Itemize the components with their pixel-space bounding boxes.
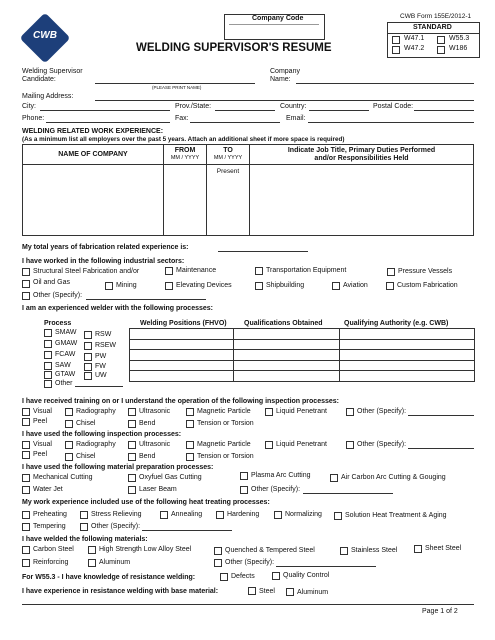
mining-label: Mining <box>116 282 137 289</box>
form-number: CWB Form 155E/2012-1 <box>400 13 472 20</box>
uw-checkbox[interactable] <box>84 372 92 380</box>
mailing-address-label: Mailing Address: <box>22 93 74 100</box>
qt-steel-checkbox[interactable] <box>214 547 222 555</box>
uw-label: UW <box>95 372 107 379</box>
col-positions: Welding Positions (FHVO) <box>140 320 227 327</box>
insp-radiography-checkbox[interactable] <box>65 408 73 416</box>
annealing-label: Annealing <box>171 511 203 518</box>
insp-tension-checkbox[interactable] <box>186 420 194 428</box>
insp-other-checkbox[interactable] <box>346 408 354 416</box>
insp-tension-label: Tension or Torsion <box>197 420 254 427</box>
gtaw-checkbox[interactable] <box>44 371 52 379</box>
process-grid[interactable] <box>129 328 475 382</box>
shipbuilding-label: Shipbuilding <box>266 282 305 289</box>
defects-checkbox[interactable] <box>220 573 228 581</box>
footer-rule <box>22 604 474 605</box>
experience-note: (As a minimum list all employers over the past 5 years. Attach an additional sheet if more space is required) <box>22 136 345 143</box>
w47-2-checkbox[interactable] <box>392 46 400 54</box>
phone-field[interactable] <box>46 122 170 123</box>
mining-checkbox[interactable] <box>105 282 113 290</box>
materials-title: I have welded the following materials: <box>22 536 148 543</box>
carbon-arc-checkbox[interactable] <box>330 474 338 482</box>
candidate-label: Candidate: <box>22 76 56 83</box>
insp-chisel-label: Chisel <box>76 420 96 427</box>
fax-field[interactable] <box>190 122 280 123</box>
email-field[interactable] <box>308 122 474 123</box>
sheet-steel-checkbox[interactable] <box>414 545 422 553</box>
preheating-label: Preheating <box>33 511 67 518</box>
w47-1-checkbox[interactable] <box>392 36 400 44</box>
defects-label: Defects <box>231 573 255 580</box>
postal-code-label: Postal Code: <box>373 103 414 110</box>
rsw-label: RSW <box>95 331 112 338</box>
quality-control-label: Quality Control <box>283 572 330 579</box>
material-other-checkbox[interactable] <box>214 559 222 567</box>
inspection-title: I have received training on or I understand the operation of the following inspection processes: <box>22 398 339 405</box>
from-cell[interactable] <box>164 165 207 236</box>
standard-divider <box>387 33 479 34</box>
pw-checkbox[interactable] <box>84 353 92 361</box>
plasma-checkbox[interactable] <box>240 472 248 480</box>
from-format: MM / YYYY <box>170 155 200 161</box>
used-ultrasonic-label: Ultrasonic <box>139 441 171 448</box>
insp-bend-label: Bend <box>139 420 156 427</box>
company-code-divider <box>229 24 319 25</box>
supervisor-label: Welding Supervisor <box>22 68 83 75</box>
prep-other-checkbox[interactable] <box>240 486 248 494</box>
w47-1-label: W47.1 <box>404 35 425 42</box>
sectors-title: I have worked in the following industrial sectors: <box>22 258 185 265</box>
used-bend-label: Bend <box>139 453 156 460</box>
prov-label: Prov./State: <box>175 103 212 110</box>
material-other-field[interactable] <box>276 566 376 567</box>
heat-other-checkbox[interactable] <box>80 523 88 531</box>
material-other-label: Other (Specify): <box>225 559 275 566</box>
water-jet-checkbox[interactable] <box>22 486 30 494</box>
insp-magnetic-label: Magnetic Particle <box>197 408 251 415</box>
col-duties-line2: and/or Responsibilities Held <box>314 154 409 162</box>
insp-ultrasonic-checkbox[interactable] <box>128 408 136 416</box>
rsw-checkbox[interactable] <box>84 331 92 339</box>
insp-visual-checkbox[interactable] <box>22 408 30 416</box>
used-peel-checkbox[interactable] <box>22 451 30 459</box>
col-to: TO <box>223 147 233 154</box>
pw-label: PW <box>95 353 107 360</box>
base-aluminum-label: Aluminum <box>297 589 329 596</box>
base-steel-checkbox[interactable] <box>248 587 256 595</box>
used-tension-label: Tension or Torsion <box>197 453 254 460</box>
custom-fabrication-checkbox[interactable] <box>386 282 394 290</box>
hardening-checkbox[interactable] <box>216 511 224 519</box>
aluminum-label: Aluminum <box>99 559 131 566</box>
email-label: Email: <box>286 115 306 122</box>
years-field[interactable] <box>218 251 308 252</box>
city-label: City: <box>22 103 36 110</box>
present-label: Present <box>216 168 240 175</box>
reinforcing-label: Reinforcing <box>33 559 69 566</box>
postal-code-field[interactable] <box>414 110 474 111</box>
sector-other-field[interactable] <box>86 299 206 300</box>
normalizing-label: Normalizing <box>285 511 322 518</box>
duties-cell[interactable] <box>250 165 474 236</box>
used-penetrant-label: Liquid Penetrant <box>276 441 327 448</box>
stress-relieving-label: Stress Relieving <box>91 511 142 518</box>
company-cell[interactable] <box>23 165 164 236</box>
hsla-checkbox[interactable] <box>88 546 96 554</box>
preheating-checkbox[interactable] <box>22 511 30 519</box>
carbon-steel-label: Carbon Steel <box>33 546 74 553</box>
standard-label: STANDARD <box>413 24 452 31</box>
used-magnetic-label: Magnetic Particle <box>197 441 251 448</box>
cwb-logo-text: CWB <box>33 30 57 41</box>
used-ultrasonic-checkbox[interactable] <box>128 441 136 449</box>
used-inspection-title: I have used the following inspection processes: <box>22 431 182 438</box>
country-label: Country: <box>280 103 307 110</box>
insp-radiography-label: Radiography <box>76 408 116 415</box>
elevating-devices-label: Elevating Devices <box>176 282 232 289</box>
base-material-label: I have experience in resistance welding with base material: <box>22 588 219 595</box>
saw-label: SAW <box>55 362 71 369</box>
oxyfuel-label: Oxyfuel Gas Cutting <box>139 474 202 481</box>
insp-magnetic-checkbox[interactable] <box>186 408 194 416</box>
pressure-vessels-label: Pressure Vessels <box>398 268 453 275</box>
city-field[interactable] <box>40 110 170 111</box>
oil-gas-label: Oil and Gas <box>33 279 70 286</box>
oxyfuel-checkbox[interactable] <box>128 474 136 482</box>
structural-steel-label: Structural Steel Fabrication and/or <box>33 268 140 275</box>
smaw-label: SMAW <box>55 329 77 336</box>
tempering-label: Tempering <box>33 523 66 530</box>
fcaw-label: FCAW <box>55 351 76 358</box>
laser-beam-label: Laser Beam <box>139 486 177 493</box>
water-jet-label: Water Jet <box>33 486 63 493</box>
used-radiography-checkbox[interactable] <box>65 441 73 449</box>
fw-label: FW <box>95 363 106 370</box>
sector-other-checkbox[interactable] <box>22 292 30 300</box>
insp-penetrant-checkbox[interactable] <box>265 408 273 416</box>
stainless-checkbox[interactable] <box>340 547 348 555</box>
hardening-label: Hardening <box>227 511 260 518</box>
maintenance-label: Maintenance <box>176 267 217 274</box>
used-peel-label: Peel <box>33 451 48 458</box>
form-title: WELDING SUPERVISOR'S RESUME <box>136 42 332 54</box>
gmaw-checkbox[interactable] <box>44 340 52 348</box>
quality-control-checkbox[interactable] <box>272 572 280 580</box>
print-name-note: (PLEASE PRINT NAME) <box>152 85 202 90</box>
aviation-checkbox[interactable] <box>332 282 340 290</box>
processes-title: I am an experienced welder with the following processes: <box>22 305 213 312</box>
fw-checkbox[interactable] <box>84 363 92 371</box>
used-visual-checkbox[interactable] <box>22 441 30 449</box>
w55-3-label: W55.3 <box>449 35 470 42</box>
used-visual-label: Visual <box>33 441 52 448</box>
shipbuilding-checkbox[interactable] <box>255 282 263 290</box>
w186-checkbox[interactable] <box>437 46 445 54</box>
sheet-steel-label: Sheet Steel <box>425 545 462 552</box>
used-chisel-label: Chisel <box>76 453 96 460</box>
carbon-steel-checkbox[interactable] <box>22 546 30 554</box>
process-other-checkbox[interactable] <box>44 380 52 388</box>
prep-title: I have used the following material preparation processes: <box>22 464 214 471</box>
insp-bend-checkbox[interactable] <box>128 420 136 428</box>
heat-title: My work experience included use of the following heat treating processes: <box>22 499 270 506</box>
plasma-label: Plasma Arc Cutting <box>251 472 311 479</box>
pressure-vessels-checkbox[interactable] <box>387 268 395 276</box>
aluminum-checkbox[interactable] <box>88 559 96 567</box>
w55-3-checkbox[interactable] <box>437 36 445 44</box>
col-qualifications: Qualifications Obtained <box>244 320 323 327</box>
insp-other-field[interactable] <box>408 415 474 416</box>
used-magnetic-checkbox[interactable] <box>186 441 194 449</box>
insp-ultrasonic-label: Ultrasonic <box>139 408 171 415</box>
to-format: MM / YYYY <box>213 155 243 161</box>
gmaw-label: GMAW <box>55 340 78 347</box>
company-name-field[interactable] <box>296 83 474 84</box>
w186-label: W186 <box>449 45 468 52</box>
used-chisel-checkbox[interactable] <box>65 453 73 461</box>
used-other-label: Other (Specify): <box>357 441 407 448</box>
stress-relieving-checkbox[interactable] <box>80 511 88 519</box>
col-company: NAME OF COMPANY <box>58 150 128 158</box>
process-other-field[interactable] <box>75 386 123 387</box>
fcaw-checkbox[interactable] <box>44 351 52 359</box>
transportation-checkbox[interactable] <box>255 267 263 275</box>
saw-checkbox[interactable] <box>44 362 52 370</box>
aviation-label: Aviation <box>343 282 368 289</box>
solution-heat-label: Solution Heat Treatment & Aging <box>345 512 447 519</box>
prov-field[interactable] <box>215 110 275 111</box>
used-radiography-label: Radiography <box>76 441 116 448</box>
normalizing-checkbox[interactable] <box>274 511 282 519</box>
maintenance-checkbox[interactable] <box>165 267 173 275</box>
qt-steel-label: Quenched & Tempered Steel <box>225 547 315 554</box>
w47-2-label: W47.2 <box>404 45 425 52</box>
structural-steel-checkbox[interactable] <box>22 268 30 276</box>
heat-other-label: Other (Specify): <box>91 523 141 530</box>
used-tension-checkbox[interactable] <box>186 453 194 461</box>
experience-table <box>22 144 474 236</box>
transportation-label: Transportation Equipment <box>266 267 347 274</box>
insp-visual-label: Visual <box>33 408 52 415</box>
elevating-devices-checkbox[interactable] <box>165 282 173 290</box>
prep-other-label: Other (Specify): <box>251 486 301 493</box>
col-process: Process <box>44 320 72 327</box>
annealing-checkbox[interactable] <box>160 511 168 519</box>
phone-label: Phone: <box>22 115 45 122</box>
used-other-checkbox[interactable] <box>346 441 354 449</box>
oil-gas-checkbox[interactable] <box>22 280 30 288</box>
custom-fabrication-label: Custom Fabrication <box>397 282 458 289</box>
sector-other-label: Other (Specify): <box>33 292 83 299</box>
tempering-checkbox[interactable] <box>22 523 30 531</box>
experience-title: WELDING RELATED WORK EXPERIENCE: <box>22 128 164 135</box>
col-authority: Qualifying Authority (e.g. CWB) <box>344 320 449 327</box>
to-cell[interactable] <box>207 165 250 236</box>
smaw-checkbox[interactable] <box>44 329 52 337</box>
heat-other-field[interactable] <box>142 530 232 531</box>
used-penetrant-checkbox[interactable] <box>265 441 273 449</box>
hsla-label: High Strength Low Alloy Steel <box>99 546 192 553</box>
insp-peel-label: Peel <box>33 418 48 425</box>
col-duties-line1: Indicate Job Title, Primary Duties Performed <box>287 146 436 154</box>
mailing-address-field[interactable] <box>95 100 474 101</box>
page-number: Page 1 of 2 <box>422 608 458 615</box>
prep-other-field[interactable] <box>303 493 393 494</box>
resistance-label: For W55.3 - I have knowledge of resistance welding: <box>22 574 196 581</box>
gtaw-label: GTAW <box>55 371 76 378</box>
reinforcing-checkbox[interactable] <box>22 559 30 567</box>
base-aluminum-checkbox[interactable] <box>286 588 294 596</box>
stainless-label: Stainless Steel <box>351 547 398 554</box>
used-other-field[interactable] <box>408 448 474 449</box>
insp-penetrant-label: Liquid Penetrant <box>276 408 327 415</box>
insp-peel-checkbox[interactable] <box>22 418 30 426</box>
laser-beam-checkbox[interactable] <box>128 486 136 494</box>
col-from: FROM <box>174 147 196 154</box>
insp-chisel-checkbox[interactable] <box>65 420 73 428</box>
base-steel-label: Steel <box>259 588 275 595</box>
years-label: My total years of fabrication related experience is: <box>22 244 189 251</box>
mechanical-cutting-checkbox[interactable] <box>22 474 30 482</box>
fax-label: Fax: <box>175 115 189 122</box>
company-label: Company <box>270 68 300 75</box>
mechanical-cutting-label: Mechanical Cutting <box>33 474 93 481</box>
used-bend-checkbox[interactable] <box>128 453 136 461</box>
rsew-label: RSEW <box>95 342 116 349</box>
process-other-label: Other <box>55 380 73 387</box>
carbon-arc-label: Air Carbon Arc Cutting & Gouging <box>341 474 446 481</box>
company-code-label: Company Code <box>252 15 304 22</box>
solution-heat-checkbox[interactable] <box>334 512 342 520</box>
country-field[interactable] <box>309 110 369 111</box>
insp-other-label: Other (Specify): <box>357 408 407 415</box>
company-name-label: Name: <box>270 76 291 83</box>
rsew-checkbox[interactable] <box>84 342 92 350</box>
